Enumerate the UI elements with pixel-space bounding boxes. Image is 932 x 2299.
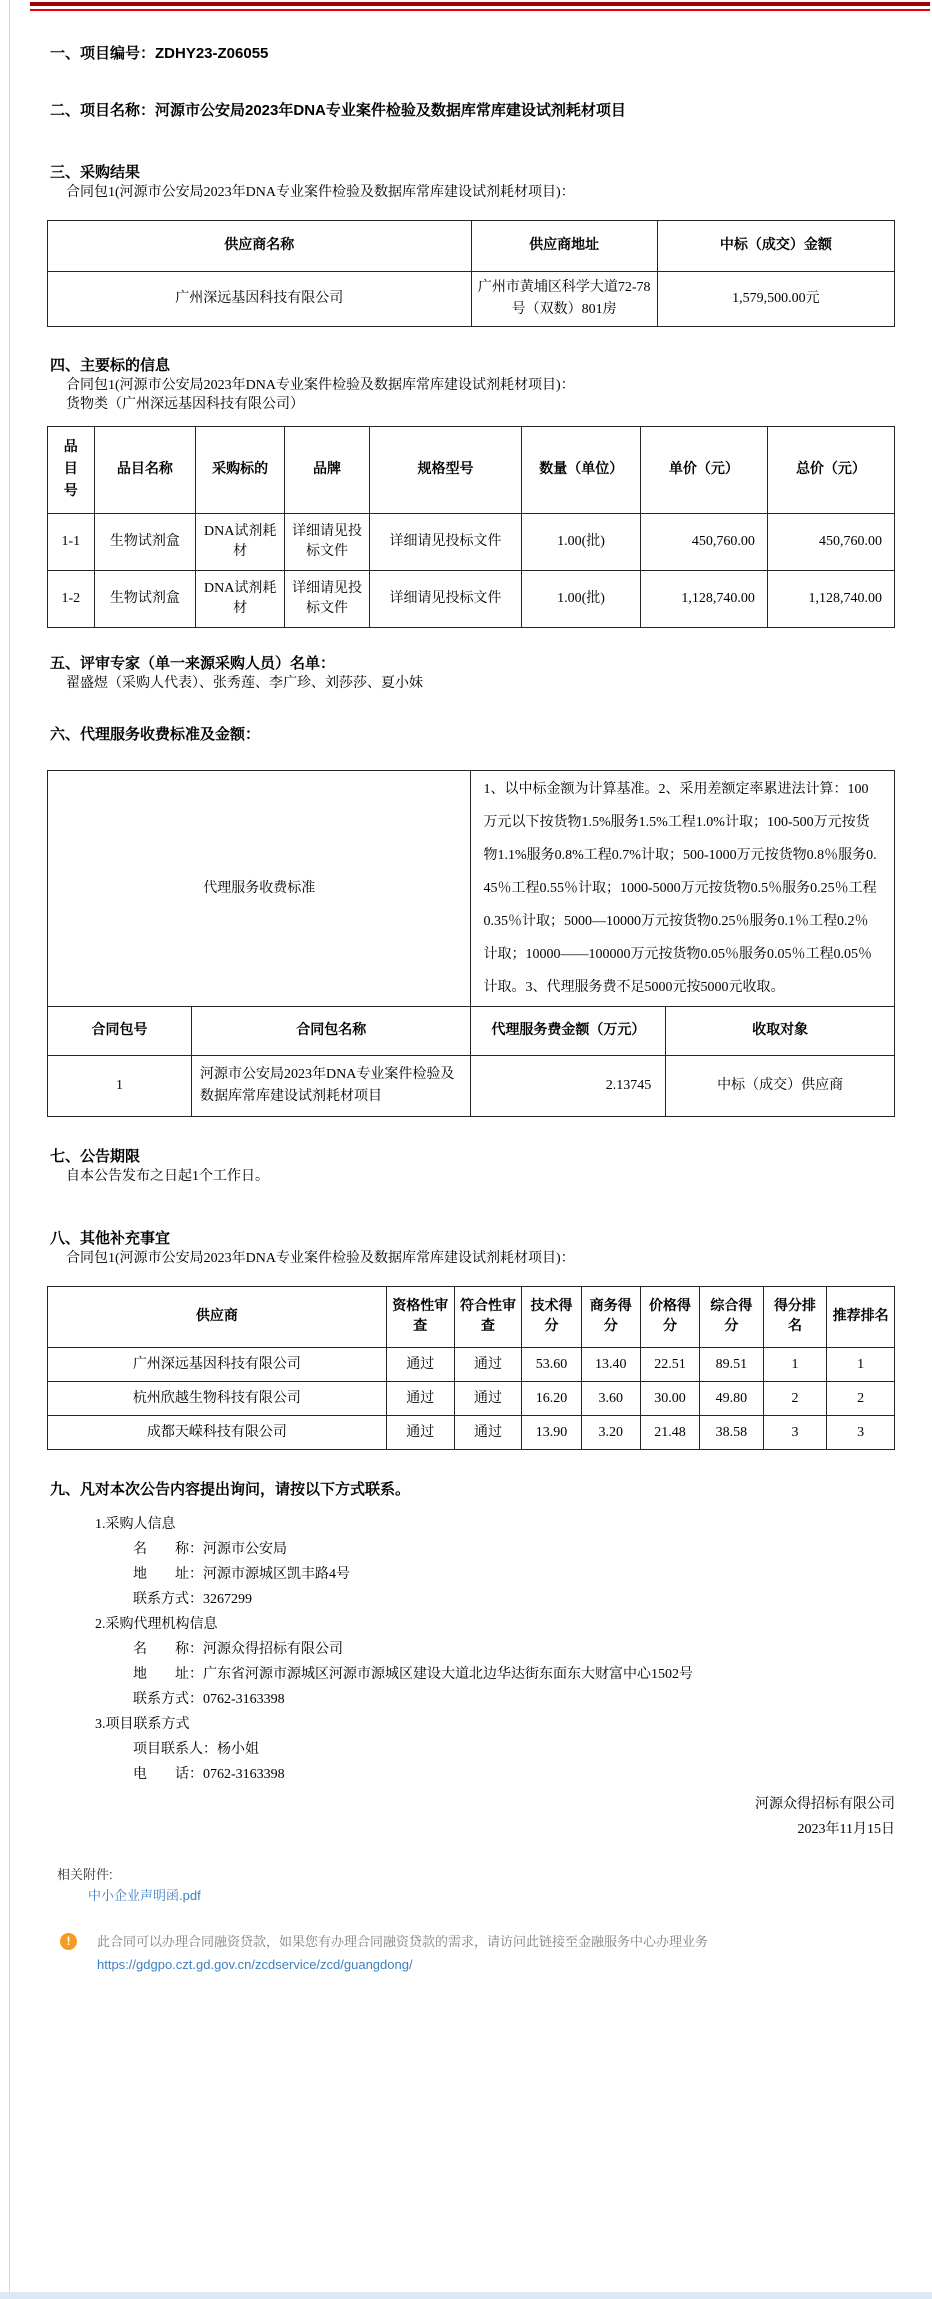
th-fee-payer: 收取对象: [666, 1007, 895, 1056]
th-price-score: 价格得分: [640, 1287, 699, 1348]
score-data-row: [48, 1348, 895, 1382]
cell-overall: 38.58: [700, 1416, 764, 1450]
cell-score-rank: 3: [763, 1416, 827, 1450]
cell-unit-price: 1,128,740.00: [640, 571, 767, 628]
score-table: [47, 1286, 895, 1450]
section-agency-fee: 六、代理服务收费标准及金额：: [50, 726, 261, 743]
fee-data-row: [48, 1056, 895, 1117]
agency-fee-table: [47, 770, 895, 1117]
section-period: 七、公告期限: [50, 1148, 141, 1165]
items-header-row: [48, 427, 895, 514]
cell-fee-standard-text: 1、以中标金额为计算基准。2、采用差额定率累进法计算：100万元以下按货物1.5%服务1.5%工程1.0%计取；100-500万元按货物1.1%服务0.8%工程0.7%计取；500-1000万元按货物0.8％服务0.45％工程0.55％计取；1000-5000万元按货物0.5％服务0.25％工程0.35％计取；5000—10000万元按货物0.25％服务0.1％工程0.2％计取；10000——100000万元按货物0.05％服务0.05％工程0.05％计取。3、代理服务费不足5000元按5000元收取。: [471, 771, 895, 1007]
th-item-name: 品目名称: [94, 427, 196, 514]
section-procurement-result: 三、采购结果: [50, 164, 141, 181]
cell-overall: 49.80: [700, 1382, 764, 1416]
warning-icon: [60, 1933, 77, 1950]
agency-address: 地 址：广东省河源市源城区河源市源城区建设大道北边华达街东面东大财富中心1502号: [133, 1667, 693, 1682]
cell-score-rank: 2: [763, 1382, 827, 1416]
buyer-name: 名 称：河源市公安局: [133, 1542, 287, 1557]
th-supplier: 供应商: [48, 1287, 387, 1348]
items-table: [47, 426, 895, 628]
th-award-amount: 中标（成交）金额: [657, 221, 894, 272]
section-contact: 九、凡对本次公告内容提出询问，请按以下方式联系。: [50, 1481, 411, 1498]
th-spec-model: 规格型号: [369, 427, 521, 514]
project-contact-person: 项目联系人：杨小姐: [133, 1742, 259, 1757]
cell-package-name: 河源市公安局2023年DNA专业案件检验及数据库常库建设试剂耗材项目: [191, 1056, 471, 1117]
cell-fee-payer: 中标（成交）供应商: [666, 1056, 895, 1117]
signature-company: 河源众得招标有限公司: [755, 1797, 895, 1812]
cell-supplier: 成都天嵘科技有限公司: [48, 1416, 387, 1450]
signature-date: 2023年11月15日: [797, 1822, 895, 1837]
items-data-row: [48, 571, 895, 628]
experts-list: 翟盛煜（采购人代表）、张秀莲、李广珍、刘莎莎、夏小妹: [66, 676, 423, 691]
cell-business: 3.20: [581, 1416, 640, 1450]
cell-procurement-target: DNA试剂耗材: [196, 571, 285, 628]
cell-recommend-rank: 1: [827, 1348, 895, 1382]
section-project-name: 二、项目名称：河源市公安局2023年DNA专业案件检验及数据库常库建设试剂耗材项目: [50, 102, 626, 119]
th-unit-price: 单价（元）: [640, 427, 767, 514]
th-brand: 品牌: [285, 427, 370, 514]
cell-total-price: 450,760.00: [767, 514, 894, 571]
score-data-row: [48, 1382, 895, 1416]
cell-price: 30.00: [640, 1382, 699, 1416]
th-package-no: 合同包号: [48, 1007, 192, 1056]
cell-quantity: 1.00(批): [522, 514, 641, 571]
cell-conformity: 通过: [454, 1416, 522, 1450]
package-line: 合同包1(河源市公安局2023年DNA专业案件检验及数据库常库建设试剂耗材项目)：: [66, 378, 575, 393]
cell-supplier: 杭州欣越生物科技有限公司: [48, 1382, 387, 1416]
cell-package-no: 1: [48, 1056, 192, 1117]
section-other-matters: 八、其他补充事宜: [50, 1230, 171, 1247]
score-header-row: [48, 1287, 895, 1348]
buyer-tel: 联系方式：3267299: [133, 1592, 252, 1607]
cell-business: 13.40: [581, 1348, 640, 1382]
attachments-label: 相关附件:: [57, 1867, 113, 1882]
finance-note-text: 此合同可以办理合同融资贷款，如果您有办理合同融资贷款的需求，请访问此链接至金融服务中心办理业务: [97, 1934, 709, 1949]
cell-total-price: 1,128,740.00: [767, 571, 894, 628]
fee-header-row: [48, 1007, 895, 1056]
cell-item-name: 生物试剂盒: [94, 514, 196, 571]
finance-service-link[interactable]: https://gdgpo.czt.gd.gov.cn/zcdservice/zcd/guangdong/: [97, 1957, 413, 1972]
cell-qualification: 通过: [386, 1382, 454, 1416]
section-experts: 五、评审专家（单一来源采购人员）名单：: [50, 655, 336, 672]
cell-award-amount: 1,579,500.00元: [657, 272, 894, 327]
score-data-row: [48, 1416, 895, 1450]
cell-quantity: 1.00(批): [522, 571, 641, 628]
buyer-address: 地 址：河源市源城区凯丰路4号: [133, 1567, 350, 1582]
section-main-subject: 四、主要标的信息: [50, 357, 171, 374]
cell-conformity: 通过: [454, 1348, 522, 1382]
cell-supplier-name: 广州深远基因科技有限公司: [48, 272, 472, 327]
fee-standard-row: [48, 771, 895, 1007]
cell-fee-amount: 2.13745: [471, 1056, 666, 1117]
th-score-rank: 得分排名: [763, 1287, 827, 1348]
cell-price: 22.51: [640, 1348, 699, 1382]
package-line: 合同包1(河源市公安局2023年DNA专业案件检验及数据库常库建设试剂耗材项目)：: [66, 1251, 575, 1266]
cell-procurement-target: DNA试剂耗材: [196, 514, 285, 571]
package-line: 合同包1(河源市公安局2023年DNA专业案件检验及数据库常库建设试剂耗材项目)：: [66, 185, 575, 200]
cell-spec-model: 详细请见投标文件: [369, 514, 521, 571]
items-data-row: [48, 514, 895, 571]
th-supplier-name: 供应商名称: [48, 221, 472, 272]
result-table: [47, 220, 895, 327]
result-data-row: [48, 272, 895, 327]
th-conformity-review: 符合性审查: [454, 1287, 522, 1348]
page-left-border: [9, 0, 10, 2299]
cell-business: 3.60: [581, 1382, 640, 1416]
th-recommend-rank: 推荐排名: [827, 1287, 895, 1348]
cell-brand: 详细请见投标文件: [285, 514, 370, 571]
cell-technical: 16.20: [522, 1382, 581, 1416]
result-header-row: [48, 221, 895, 272]
cell-technical: 13.90: [522, 1416, 581, 1450]
cell-spec-model: 详细请见投标文件: [369, 571, 521, 628]
project-contact-tel: 电 话：0762-3163398: [133, 1767, 285, 1782]
contact-block: [47, 1515, 895, 1784]
cell-score-rank: 1: [763, 1348, 827, 1382]
cell-supplier: 广州深远基因科技有限公司: [48, 1348, 387, 1382]
attachment-pdf-link[interactable]: 中小企业声明函.pdf: [88, 1888, 201, 1903]
section-project-number: 一、项目编号：ZDHY23-Z06055: [50, 45, 269, 62]
cell-conformity: 通过: [454, 1382, 522, 1416]
cell-item-name: 生物试剂盒: [94, 571, 196, 628]
th-package-name: 合同包名称: [191, 1007, 471, 1056]
cell-qualification: 通过: [386, 1348, 454, 1382]
th-item-no: 品目号: [48, 427, 95, 514]
th-supplier-address: 供应商地址: [471, 221, 657, 272]
cell-qualification: 通过: [386, 1416, 454, 1450]
cell-overall: 89.51: [700, 1348, 764, 1382]
cell-item-no: 1-1: [48, 514, 95, 571]
th-fee-amount: 代理服务费金额（万元）: [471, 1007, 666, 1056]
top-accent-bar-red: [30, 9, 930, 11]
th-technical-score: 技术得分: [522, 1287, 581, 1348]
th-qualification-review: 资格性审查: [386, 1287, 454, 1348]
cell-technical: 53.60: [522, 1348, 581, 1382]
cell-unit-price: 450,760.00: [640, 514, 767, 571]
th-business-score: 商务得分: [581, 1287, 640, 1348]
th-quantity: 数量（单位）: [522, 427, 641, 514]
agency-info-title: 2.采购代理机构信息: [95, 1617, 218, 1632]
cell-recommend-rank: 2: [827, 1382, 895, 1416]
period-text: 自本公告发布之日起1个工作日。: [66, 1169, 269, 1184]
cell-fee-standard-label: 代理服务收费标准: [48, 771, 471, 1007]
th-total-price: 总价（元）: [767, 427, 894, 514]
bottom-divider: [0, 2292, 932, 2299]
th-procurement-target: 采购标的: [196, 427, 285, 514]
cell-recommend-rank: 3: [827, 1416, 895, 1450]
attachments-block: [57, 1866, 932, 1905]
finance-block: [60, 1933, 932, 1974]
cell-price: 21.48: [640, 1416, 699, 1450]
cell-brand: 详细请见投标文件: [285, 571, 370, 628]
agency-name: 名 称：河源众得招标有限公司: [133, 1642, 343, 1657]
cell-supplier-address: 广州市黄埔区科学大道72-78号（双数）801房: [471, 272, 657, 327]
announcement-body: [47, 44, 895, 1839]
goods-category-line: 货物类（广州深远基因科技有限公司）: [66, 397, 304, 412]
th-overall-score: 综合得分: [700, 1287, 764, 1348]
top-accent-bar-dark: [30, 2, 930, 6]
project-contact-title: 3.项目联系方式: [95, 1717, 190, 1732]
agency-tel: 联系方式：0762-3163398: [133, 1692, 285, 1707]
cell-item-no: 1-2: [48, 571, 95, 628]
buyer-info-title: 1.采购人信息: [95, 1517, 176, 1532]
